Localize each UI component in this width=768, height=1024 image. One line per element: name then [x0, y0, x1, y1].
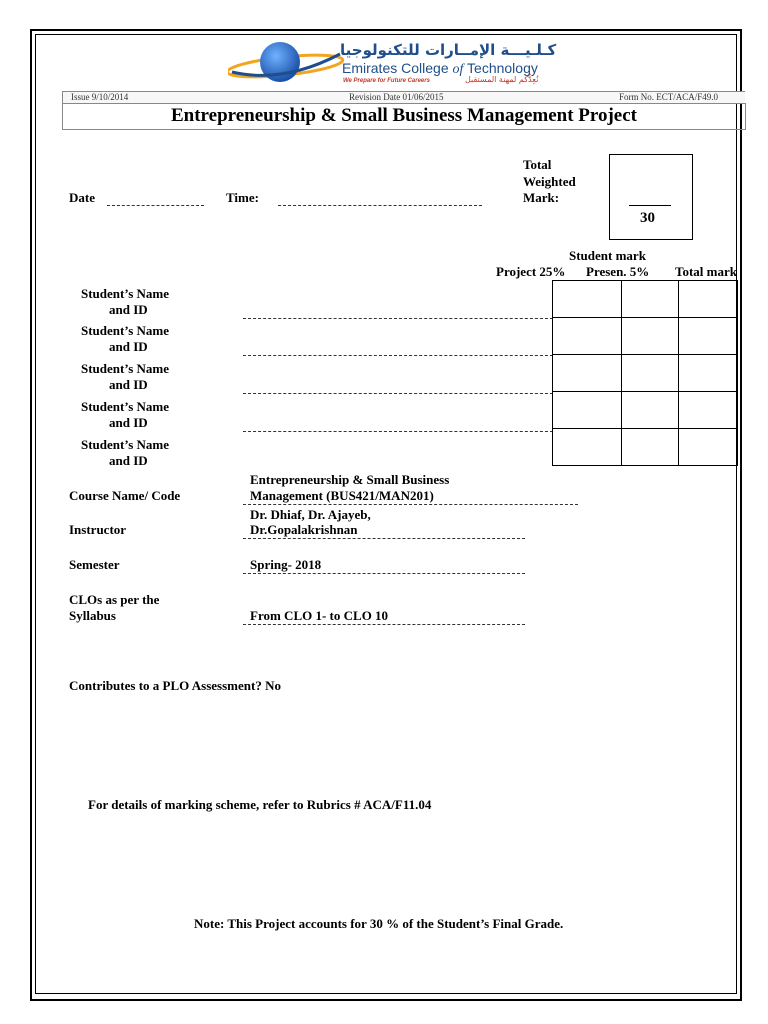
total-mark-cell[interactable]	[679, 429, 738, 466]
marks-row	[553, 392, 738, 429]
project-mark-cell[interactable]	[553, 281, 622, 318]
marking-scheme-note: For details of marking scheme, refer to Rubrics # ACA/F11.04	[88, 797, 432, 812]
total-mark-cell[interactable]	[679, 392, 738, 429]
semester-label: Semester	[69, 557, 120, 572]
course-field-line	[243, 504, 578, 505]
marks-grid	[552, 280, 738, 466]
mark-label: Mark:	[523, 190, 560, 205]
clos-field-line	[243, 624, 525, 625]
instructor-value-line1: Dr. Dhiaf, Dr. Ajayeb,	[250, 507, 371, 522]
logo-tagline-ar: نُعِدُّكم لمهنة المستقبل	[465, 75, 539, 84]
student-4-id-label: and ID	[109, 415, 148, 430]
plo-statement: Contributes to a PLO Assessment? No	[69, 678, 281, 693]
presentation-mark-cell[interactable]	[622, 429, 679, 466]
instructor-label: Instructor	[69, 522, 127, 537]
logo-tagline-en: We Prepare for Future Careers	[343, 78, 430, 84]
semester-value: Spring- 2018	[250, 557, 322, 572]
project-mark-cell[interactable]	[553, 318, 622, 355]
page-title: Entrepreneurship & Small Business Management Project	[62, 103, 746, 130]
marks-row	[553, 281, 738, 318]
student-3-id-label: and ID	[109, 377, 148, 392]
total-mark-cell[interactable]	[679, 355, 738, 392]
student-4-field[interactable]	[243, 431, 553, 432]
time-field[interactable]	[278, 205, 482, 206]
form-number: Form No. ECT/ACA/F49.0	[619, 92, 719, 102]
total-mark-cell[interactable]	[679, 281, 738, 318]
course-value-line2: Management (BUS421/MAN201)	[250, 488, 434, 503]
date-label: Date	[69, 190, 95, 205]
clos-label-line1: CLOs as per the	[69, 592, 160, 607]
presentation-mark-cell[interactable]	[622, 392, 679, 429]
student-1-label: Student’s Name	[81, 286, 169, 301]
time-label: Time:	[226, 190, 259, 205]
student-1-id-label: and ID	[109, 302, 148, 317]
marks-row	[553, 318, 738, 355]
col-total: Total mark	[675, 264, 737, 279]
globe-logo-icon	[228, 40, 348, 90]
marks-row	[553, 355, 738, 392]
col-presentation: Presen. 5%	[586, 264, 650, 279]
issue-date: Issue 9/10/2014	[71, 92, 129, 102]
student-3-label: Student’s Name	[81, 361, 169, 376]
project-mark-cell[interactable]	[553, 355, 622, 392]
presentation-mark-cell[interactable]	[622, 355, 679, 392]
marks-row	[553, 429, 738, 466]
student-5-id-label: and ID	[109, 453, 148, 468]
student-1-field[interactable]	[243, 318, 553, 319]
student-2-field[interactable]	[243, 355, 553, 356]
instructor-field-line	[243, 538, 525, 539]
out-of-value: 30	[640, 210, 655, 226]
total-label: Total	[523, 157, 552, 172]
course-label: Course Name/ Code	[69, 488, 181, 503]
col-project: Project 25%	[496, 264, 566, 279]
weighted-label: Weighted	[523, 174, 576, 189]
clos-label-line2: Syllabus	[69, 608, 116, 623]
student-2-id-label: and ID	[109, 339, 148, 354]
instructor-value-line2: Dr.Gopalakrishnan	[250, 522, 358, 537]
logo-arabic-name: كـلـيـــة الإمــارات للتكنولوجيا	[340, 41, 557, 59]
presentation-mark-cell[interactable]	[622, 318, 679, 355]
student-4-label: Student’s Name	[81, 399, 169, 414]
student-5-label: Student’s Name	[81, 437, 169, 452]
project-mark-cell[interactable]	[553, 429, 622, 466]
date-field[interactable]	[107, 205, 204, 206]
semester-field-line	[243, 573, 525, 574]
presentation-mark-cell[interactable]	[622, 281, 679, 318]
fraction-line	[629, 205, 671, 206]
total-mark-cell[interactable]	[679, 318, 738, 355]
project-mark-cell[interactable]	[553, 392, 622, 429]
student-mark-title: Student mark	[569, 248, 646, 263]
clos-value: From CLO 1- to CLO 10	[250, 608, 389, 623]
student-3-field[interactable]	[243, 393, 553, 394]
revision-date: Revision Date 01/06/2015	[349, 92, 444, 102]
student-2-label: Student’s Name	[81, 323, 169, 338]
logo-english-name: Emirates College of Technology	[342, 60, 538, 77]
final-grade-note: Note: This Project accounts for 30 % of the Student’s Final Grade.	[194, 916, 564, 931]
total-mark-box[interactable]	[609, 154, 693, 240]
course-value-line1: Entrepreneurship & Small Business	[250, 472, 450, 487]
